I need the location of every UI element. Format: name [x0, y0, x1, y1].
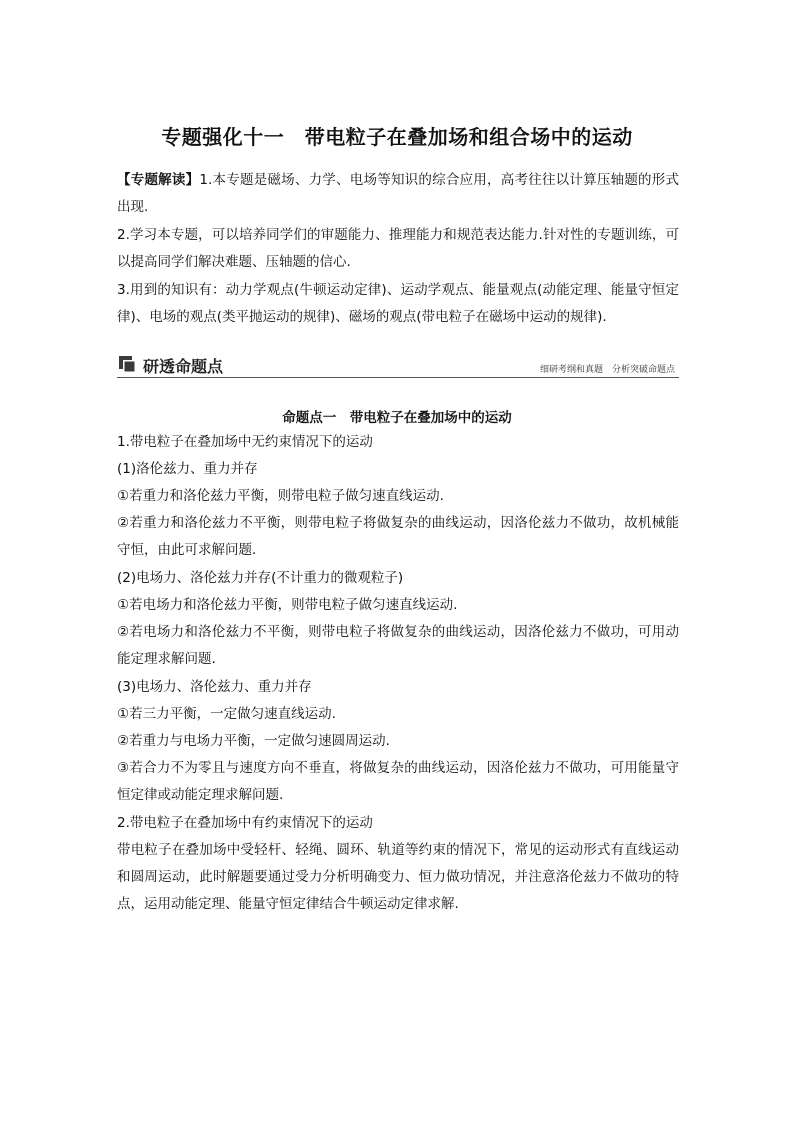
intro-tag: 【专题解读】: [117, 172, 200, 188]
section-heading: 命题点一 带电粒子在叠加场中的运动: [282, 410, 512, 426]
banner-title: 研透命题点: [143, 357, 224, 376]
case-1-heading: (1)洛伦兹力、重力并存: [117, 461, 258, 477]
section-banner: [117, 352, 679, 378]
intro-paragraph-1: [117, 167, 679, 221]
case-2-heading: (2)电场力、洛伦兹力并存(不计重力的微观粒子): [117, 570, 404, 586]
case-3-heading: (3)电场力、洛伦兹力、重力并存: [117, 679, 312, 695]
intro-paragraph-3: 3.用到的知识有：动力学观点(牛顿运动定律)、运动学观点、能量观点(动能定理、能量守恒定律)、电场的观点(类平抛运动的规律)、磁场的观点(带电粒子在磁场中运动的规律).: [117, 282, 679, 325]
banner-divider: [117, 377, 679, 379]
document-stack-icon: [119, 356, 136, 373]
subsection-heading-2: 2.带电粒子在叠加场中有约束情况下的运动: [117, 815, 373, 831]
banner-subtitle: 细研考纲和真题 分析突破命题点: [539, 365, 675, 375]
intro-paragraph-2: 2.学习本专题，可以培养同学们的审题能力、推理能力和规范表达能力.针对性的专题训练，可以提高同学们解决难题、压轴题的信心.: [117, 227, 679, 270]
case-3b: ②若重力与电场力平衡，一定做匀速圆周运动.: [117, 733, 390, 749]
case-3c: ③若合力不为零且与速度方向不垂直，将做复杂的曲线运动，因洛伦兹力不做功，可用能量守恒定律或动能定理求解问题.: [117, 760, 679, 803]
page-title: 专题强化十一 带电粒子在叠加场和组合场中的运动: [161, 125, 633, 149]
subsection-2-paragraph: 带电粒子在叠加场中受轻杆、轻绳、圆环、轨道等约束的情况下，常见的运动形式有直线运动和圆周运动，此时解题要通过受力分析明确变力、恒力做功情况，并注意洛伦兹力不做功的特点，运用动能定理、能量守恒定律结合牛顿运动定律求解.: [117, 842, 679, 912]
intro-text-1: 1.本专题是磁场、力学、电场等知识的综合应用，高考往往以计算压轴题的形式出现.: [117, 172, 679, 215]
case-2a: ①若电场力和洛伦兹力平衡，则带电粒子做匀速直线运动.: [117, 597, 458, 613]
case-2b: ②若电场力和洛伦兹力不平衡，则带电粒子将做复杂的曲线运动，因洛伦兹力不做功，可用动能定理求解问题.: [117, 624, 679, 667]
case-1a: ①若重力和洛伦兹力平衡，则带电粒子做匀速直线运动.: [117, 488, 444, 504]
case-1b: ②若重力和洛伦兹力不平衡，则带电粒子将做复杂的曲线运动，因洛伦兹力不做功，故机械能守恒，由此可求解问题.: [117, 515, 679, 558]
subsection-heading-1: 1.带电粒子在叠加场中无约束情况下的运动: [117, 434, 373, 450]
case-3a: ①若三力平衡，一定做匀速直线运动.: [117, 706, 336, 722]
